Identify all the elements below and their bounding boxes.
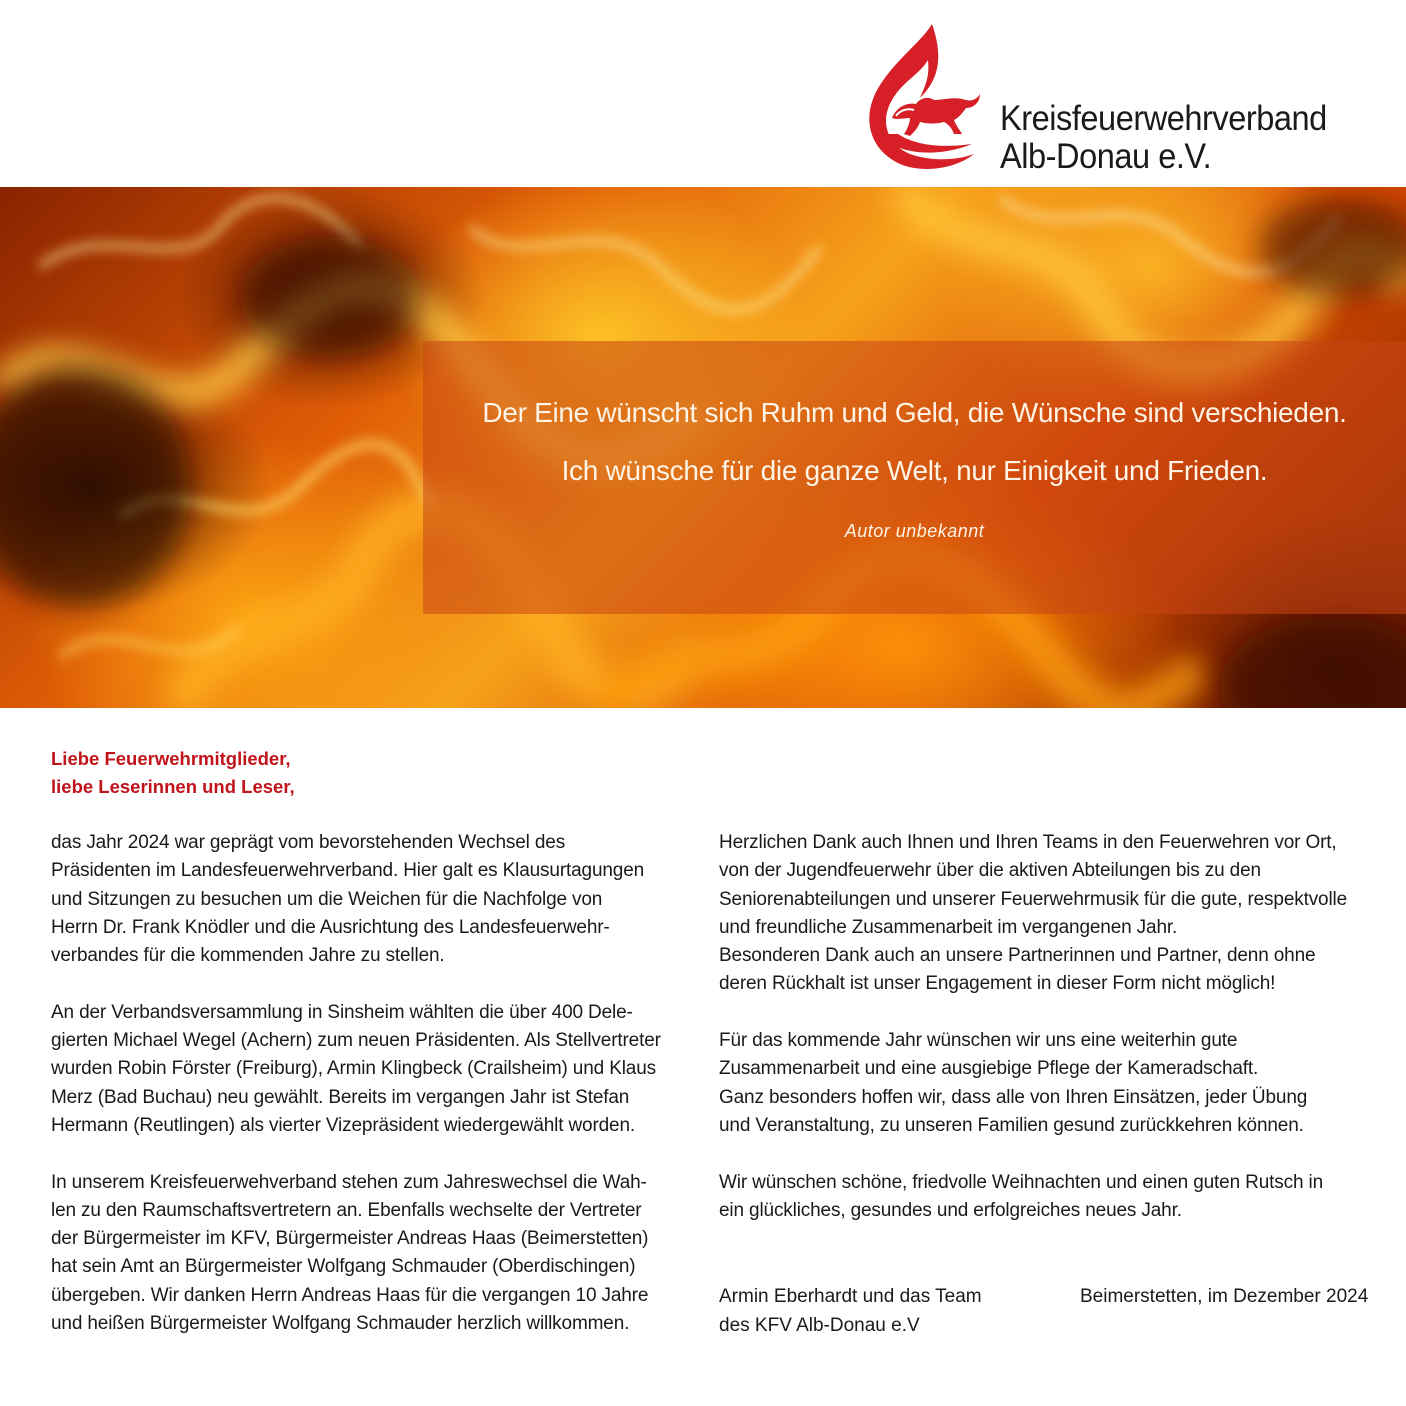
text-line: Seniorenabteilungen und unserer Feuerwehrmusik für die gute, respektvolle: [719, 888, 1348, 910]
text-line: Besonderen Dank auch an unsere Partnerinnen und Partner, denn ohne: [719, 945, 1316, 967]
text-line: von der Jugendfeuerwehr über die aktiven Abteilungen bis zu den: [719, 860, 1261, 882]
signature: [719, 1282, 982, 1340]
text-line: der Bürgermeister im KFV, Bürgermeister Andreas Haas (Beimerstetten): [51, 1228, 649, 1250]
text-line: verbandes für die kommenden Jahre zu stellen.: [51, 945, 445, 967]
flame-lion-logo-icon: [862, 22, 982, 172]
org-name: [1000, 100, 1327, 176]
text-line: und Sitzungen zu besuchen um die Weichen für die Nachfolge von: [51, 888, 603, 910]
text-line: wurden Robin Förster (Freiburg), Armin Klingbeck (Crailsheim) und Klaus: [51, 1058, 656, 1080]
paragraph-gap: [719, 999, 1347, 1027]
paragraph: [719, 829, 1347, 999]
greeting-line: liebe Leserinnen und Leser,: [51, 776, 295, 797]
quote-author: Autor unbekannt: [844, 521, 985, 541]
text-line: hat sein Amt an Bürgermeister Wolfgang Schmauder (Oberdischingen): [51, 1256, 636, 1278]
text-line: Hermann (Reutlingen) als vierter Vizepräsident wiedergewählt worden.: [51, 1114, 636, 1136]
right-column: [719, 829, 1347, 1225]
greeting: [51, 745, 295, 801]
quote-line-2: Ich wünsche für die ganze Welt, nur Einigkeit und Frieden.: [561, 455, 1268, 486]
quote-line-1: Der Eine wünscht sich Ruhm und Geld, die Wünsche sind verschieden.: [482, 397, 1347, 428]
text-line: Herzlichen Dank auch Ihnen und Ihren Teams in den Feuerwehren vor Ort,: [719, 832, 1337, 853]
text-line: übergeben. Wir danken Herrn Andreas Haas für die vergangen 10 Jahre: [51, 1284, 649, 1306]
quote-box: [423, 341, 1406, 614]
paragraph: [51, 1169, 661, 1339]
text-line: deren Rückhalt ist unser Engagement in dieser Form nicht möglich!: [719, 973, 1276, 995]
text-line: Merz (Bad Buchau) neu gewählt. Bereits im vergangen Jahr ist Stefan: [51, 1086, 630, 1108]
text-line: und heißen Bürgermeister Wolfgang Schmauder herzlich willkommen.: [51, 1313, 630, 1335]
paragraph-gap: [51, 1140, 661, 1168]
text-line: Herrn Dr. Frank Knödler und die Ausrichtung des Landesfeuerwehr-: [51, 916, 610, 938]
signature-line: des KFV Alb-Donau e.V: [719, 1315, 920, 1336]
text-line: ein glückliches, gesundes und erfolgreiches neues Jahr.: [719, 1199, 1182, 1221]
text-line: Ganz besonders hoffen wir, dass alle von Ihren Einsätzen, jeder Übung: [719, 1086, 1308, 1108]
text-line: Präsidenten im Landesfeuerwehrverband. Hier galt es Klausurtagungen: [51, 860, 645, 882]
text-line: und freundliche Zusammenarbeit im vergangenen Jahr.: [719, 916, 1178, 938]
left-column: [51, 829, 661, 1338]
text-line: Für das kommende Jahr wünschen wir uns eine weiterhin gute: [719, 1030, 1238, 1052]
org-name-line2: Alb-Donau e.V.: [1000, 137, 1212, 176]
text-line: In unserem Kreisfeuerwehverband stehen zum Jahreswechsel die Wah-: [51, 1171, 647, 1193]
paragraph: [719, 1027, 1347, 1140]
fire-banner: [0, 187, 1406, 708]
paragraph: [51, 999, 661, 1140]
paragraph: [51, 829, 661, 970]
text-line: gierten Michael Wegel (Achern) zum neuen Präsidenten. Als Stellvertreter: [51, 1030, 661, 1052]
signature-line: Armin Eberhardt und das Team: [719, 1286, 982, 1307]
org-name-line1: Kreisfeuerwehrverband: [1000, 99, 1327, 138]
place-date: Beimerstetten, im Dezember 2024: [1080, 1286, 1369, 1307]
text-line: Wir wünschen schöne, friedvolle Weihnachten und einen guten Rutsch in: [719, 1171, 1323, 1193]
paragraph-gap: [51, 970, 661, 998]
paragraph: [719, 1169, 1347, 1226]
greeting-line: Liebe Feuerwehrmitglieder,: [51, 748, 291, 769]
text-line: len zu den Raumschaftsvertretern an. Ebenfalls wechselte der Vertreter: [51, 1199, 642, 1221]
text-line: Zusammenarbeit und eine ausgiebige Pflege der Kameradschaft.: [719, 1058, 1259, 1080]
text-line: das Jahr 2024 war geprägt vom bevorstehenden Wechsel des: [51, 832, 566, 853]
text-line: und Veranstaltung, zu unseren Familien gesund zurückkehren können.: [719, 1114, 1304, 1136]
paragraph-gap: [719, 1140, 1347, 1168]
text-line: An der Verbandsversammlung in Sinsheim wählten die über 400 Dele-: [51, 1001, 633, 1023]
